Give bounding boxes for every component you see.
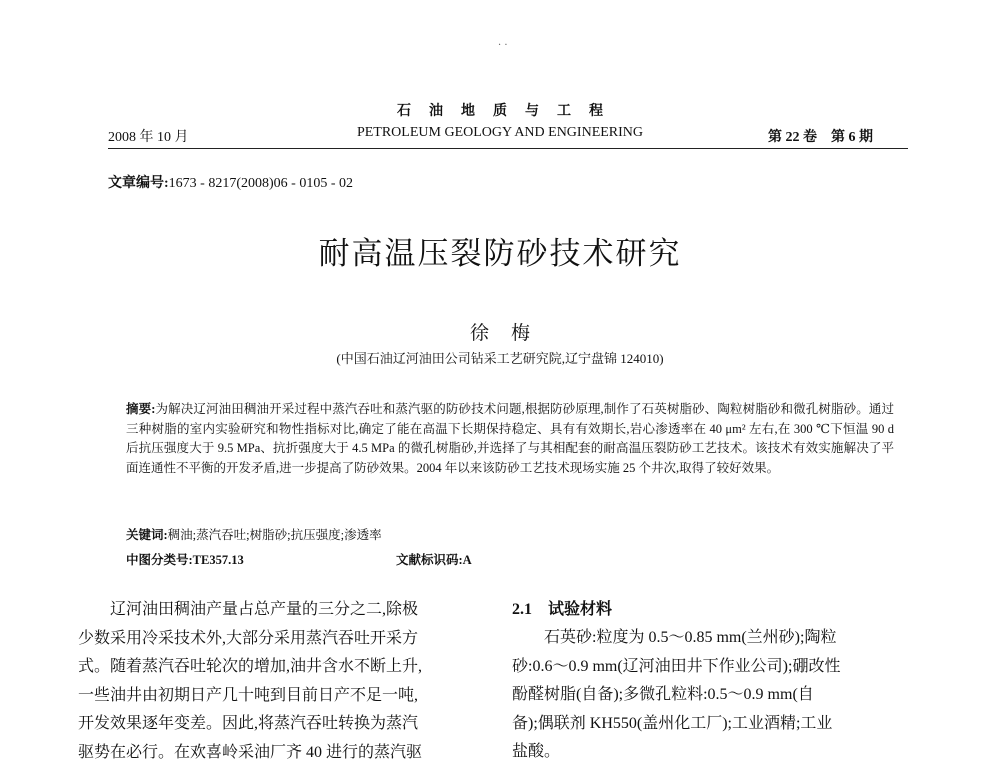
body-line: 驱势在必行。在欢喜岭采油厂齐 40 进行的蒸汽驱 <box>78 739 494 767</box>
clc-value: TE357.13 <box>193 553 244 567</box>
journal-title-chinese: 石油地质与工程 <box>0 100 1000 120</box>
body-line: 酚醛树脂(自备);多微孔粒料:0.5～0.9 mm(自 <box>512 681 916 710</box>
doc-code-label: 文献标识码: <box>396 553 463 567</box>
abstract <box>126 400 894 478</box>
keywords-label: 关键词: <box>126 528 168 542</box>
issue-date: 2008 年 10 月 <box>108 126 189 146</box>
body-line: 盐酸。 <box>512 738 916 767</box>
scan-artifact-dots: · · <box>498 40 508 51</box>
doc-code-value: A <box>463 553 472 567</box>
body-line: 式。随着蒸汽吞吐轮次的增加,油井含水不断上升, <box>78 653 494 682</box>
author-name: 徐梅 <box>0 318 1000 345</box>
body-line: 一些油井由初期日产几十吨到目前日产不足一吨, <box>78 682 494 711</box>
clc-label: 中图分类号: <box>126 553 193 567</box>
abstract-text: 为解决辽河油田稠油开采过程中蒸汽吞吐和蒸汽驱的防砂技术问题,根据防砂原理,制作了石英树脂砂、陶粒树脂砂和微孔树脂砂。通过三种树脂的室内实验研究和物性指标对比,确定了能在高温下长期保持稳定、具有有效期长,岩心渗透率在 40 μm² 左右,在 300 ℃下恒温 90 d 后抗压强度大于 9.5 MPa、抗折强度大于 4.5 MPa 的微孔树脂砂,并选择了与其相配套的耐高温压裂防砂工艺技术。该技术有效实施解决了平面连通性不平衡的开发矛盾,进一步提高了防砂效果。2004 年以来该防砂工艺技术现场实施 25 个井次,取得了较好效果。 <box>126 402 894 475</box>
body-left-column <box>78 596 494 767</box>
article-number-value: 1673 - 8217(2008)06 - 0105 - 02 <box>169 176 353 191</box>
journal-title-english: PETROLEUM GEOLOGY AND ENGINEERING <box>0 125 1000 141</box>
body-right-column <box>512 624 916 767</box>
section-heading: 2.1 试验材料 <box>512 596 612 619</box>
body-line: 砂:0.6～0.9 mm(辽河油田井下作业公司);硼改性 <box>512 653 916 682</box>
body-line: 备);偶联剂 KH550(盖州化工厂);工业酒精;工业 <box>512 710 916 739</box>
abstract-label: 摘要: <box>126 402 155 416</box>
author-affiliation: (中国石油辽河油田公司钻采工艺研究院,辽宁盘锦 124010) <box>0 348 1000 367</box>
paper-title: 耐高温压裂防砂技术研究 <box>0 228 1000 273</box>
article-number-label: 文章编号: <box>108 176 169 191</box>
clc-number <box>126 550 244 568</box>
body-line: 辽河油田稠油产量占总产量的三分之二,除极 <box>78 596 494 625</box>
body-line: 开发效果逐年变差。因此,将蒸汽吞吐转换为蒸汽 <box>78 710 494 739</box>
document-code <box>396 550 472 568</box>
header-divider <box>108 148 908 149</box>
volume-issue: 第 22 卷 第 6 期 <box>768 126 873 146</box>
keywords <box>126 525 382 543</box>
body-line: 少数采用冷采技术外,大部分采用蒸汽吞吐开采方 <box>78 625 494 654</box>
article-number <box>108 172 353 192</box>
body-line: 石英砂:粒度为 0.5～0.85 mm(兰州砂);陶粒 <box>512 624 916 653</box>
keywords-text: 稠油;蒸汽吞吐;树脂砂;抗压强度;渗透率 <box>168 528 382 542</box>
